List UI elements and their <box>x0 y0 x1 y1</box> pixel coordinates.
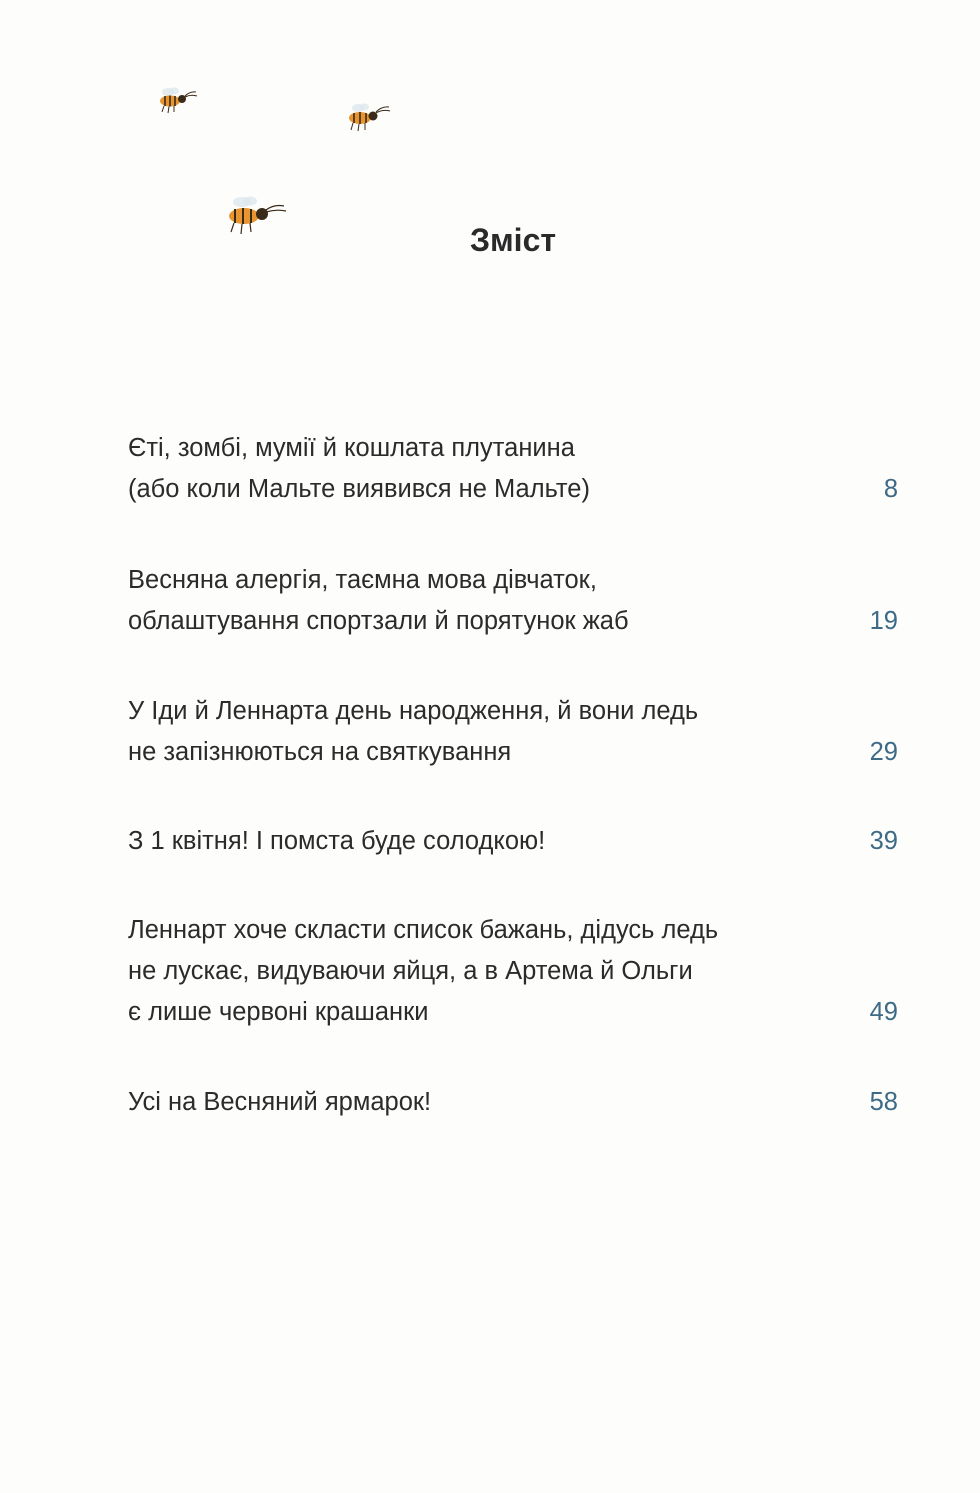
toc-entry-title <box>128 910 808 1033</box>
toc-entry-line: облаштування спортзали й порятунок жаб <box>128 607 629 635</box>
toc-entry-line: не лускає, видуваючи яйця, а в Артема й Ольги <box>128 957 693 985</box>
toc-entry-line: З 1 квітня! І помста буде солодкою! <box>128 827 546 855</box>
toc-entry-line: є лише червоні крашанки <box>128 998 429 1026</box>
toc-page-number: 19 <box>869 607 898 635</box>
toc-entry <box>128 821 898 862</box>
toc-entry-line: У Іди й Леннарта день народження, й вони ледь <box>128 697 699 725</box>
bee-icon <box>154 84 200 116</box>
bee-icon <box>342 100 394 136</box>
toc-entry-line: (або коли Мальте виявився не Мальте) <box>128 475 590 503</box>
toc-entry <box>128 560 898 642</box>
toc-entry <box>128 910 898 1033</box>
toc-entry-title <box>128 560 808 642</box>
toc-entry-line: не запізнюються на святкування <box>128 738 512 766</box>
toc-page-number: 49 <box>869 998 898 1026</box>
toc-entry-title <box>128 428 808 510</box>
toc-entry-line: Леннарт хоче скласти список бажань, дідусь ледь <box>128 916 719 944</box>
toc-entry-title <box>128 1082 808 1123</box>
toc-page-number: 8 <box>883 475 898 503</box>
page-title: Зміст <box>469 222 557 258</box>
toc-page-number: 29 <box>869 738 898 766</box>
toc-entry-line: Єті, зомбі, мумії й кошлата плутанина <box>128 434 575 462</box>
toc-entry-line: Весняна алергія, таємна мова дівчаток, <box>128 566 597 594</box>
toc-entry-line: Усі на Весняний ярмарок! <box>128 1088 432 1116</box>
toc-entry <box>128 1082 898 1123</box>
toc-entry-title <box>128 691 808 773</box>
toc-entry <box>128 428 898 510</box>
toc-entry <box>128 691 898 773</box>
toc-page-number: 39 <box>869 827 898 855</box>
toc-entry-title <box>128 821 808 862</box>
toc-page-number: 58 <box>869 1088 898 1116</box>
